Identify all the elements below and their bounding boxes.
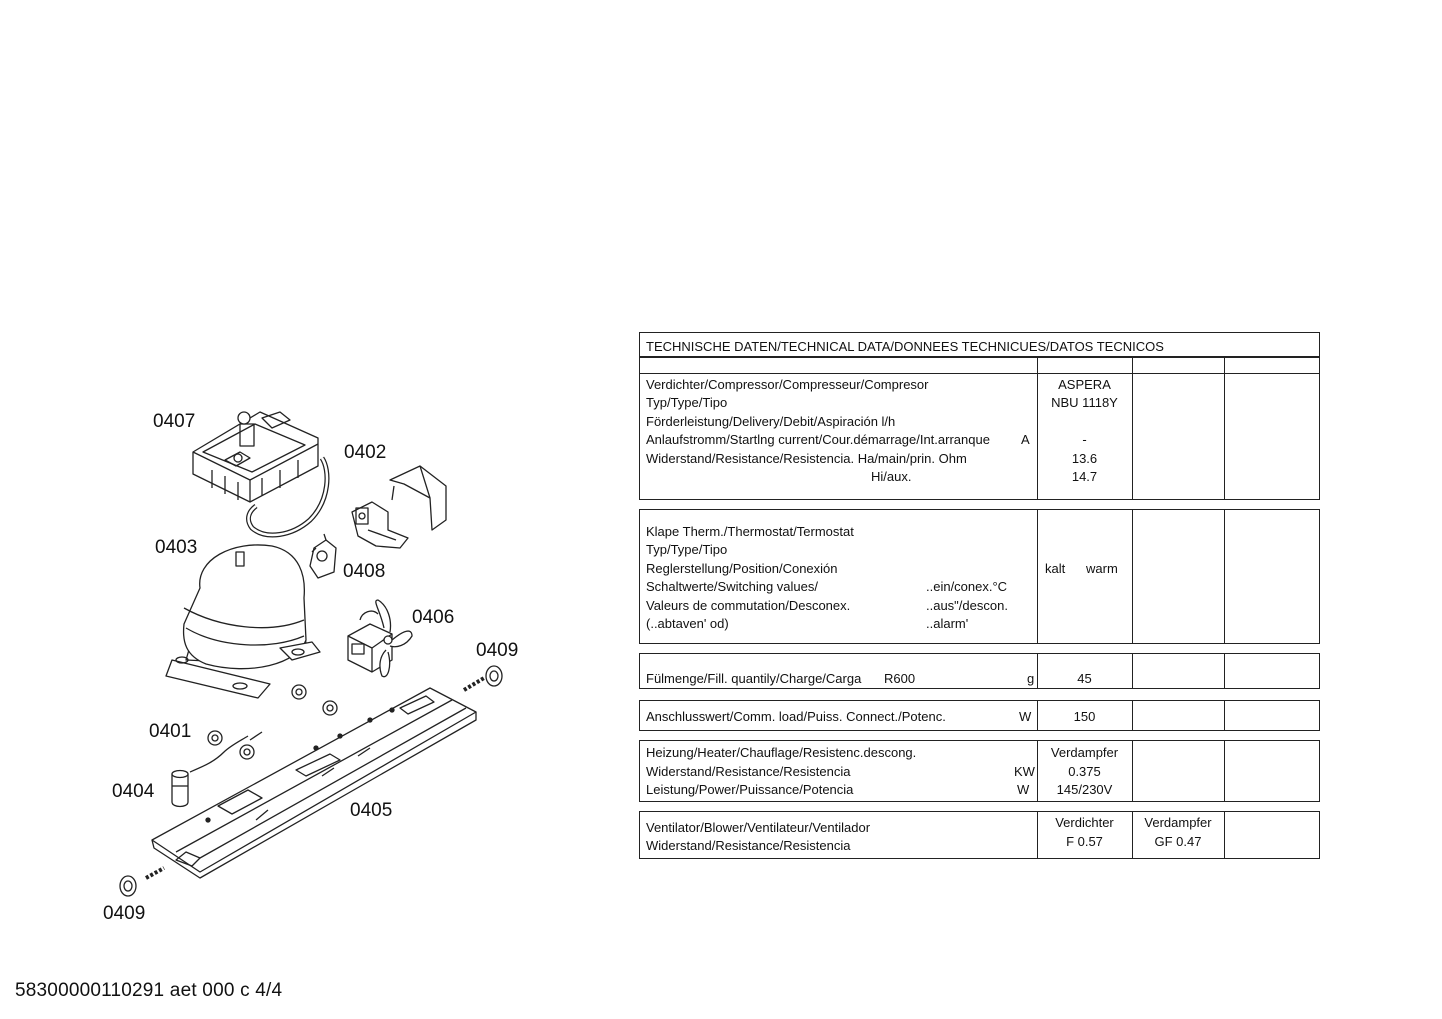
fan-evaporator-header: Verdampfer (1144, 815, 1212, 830)
thermostat-label: Klape Therm./Thermostat/Termostat (646, 524, 854, 539)
heater-label: Heizung/Heater/Chauflage/Resistenc.descong. (646, 745, 917, 760)
label-0403: 0403 (155, 537, 198, 558)
part-0409-roller-top (464, 666, 502, 690)
heater-power-unit: W (1017, 782, 1030, 797)
heater-resistance-unit: KW (1014, 764, 1035, 779)
tech-header-box (639, 332, 1320, 357)
fill-quantity-value: 45 (1077, 671, 1092, 686)
label-0401: 0401 (149, 721, 192, 742)
part-0404-capacitor (172, 771, 188, 807)
connected-load-label: Anschlusswert/Comm. load/Puiss. Connect./Potenc. (646, 709, 946, 724)
compressor-starting-label: Anlaufstromm/Startlng current/Cour.démarrage/Int.arranque (646, 432, 990, 447)
compressor-starting-unit: A (1021, 432, 1030, 447)
heater-resistance-value: 0.375 (1068, 764, 1101, 779)
heater-section (639, 740, 1320, 802)
label-0406: 0406 (412, 607, 455, 628)
compressor-label: Verdichter/Compressor/Compresseur/Compresor (646, 377, 929, 392)
compressor-resistance-label: Widerstand/Resistance/Resistencia. Ha/main/prin. Ohm (646, 451, 967, 466)
document-code: 58300000110291 aet 000 c 4/4 (15, 980, 283, 1001)
compressor-type-value: NBU 1118Y (1051, 395, 1118, 410)
part-0406-fan (348, 600, 412, 677)
thermostat-valeurs-label: Valeurs de commutation/Desconex. (646, 598, 851, 613)
thermostat-type-label: Typ/Type/Tipo (646, 542, 728, 557)
compressor-aux-resistance-value: 14.7 (1071, 469, 1098, 484)
compressor-make-value: ASPERA (1058, 377, 1111, 392)
fill-quantity-label: Fülmenge/Fill. quantily/Charge/Carga (646, 671, 862, 686)
compressor-aux-label: Hi/aux. (871, 469, 912, 484)
thermostat-switching-on: ..ein/conex.°C (926, 579, 1008, 594)
fan-compressor-header: Verdichter (1055, 815, 1114, 830)
fan-evaporator-value: GF 0.47 (1154, 834, 1202, 849)
label-0407: 0407 (153, 411, 196, 432)
thermostat-switching-label: Schaltwerte/Switching values/ (646, 579, 818, 594)
thermostat-warm-value: warm (1086, 561, 1118, 576)
fill-quantity-section (639, 653, 1320, 689)
thermostat-section (639, 509, 1320, 644)
label-0404: 0404 (112, 781, 155, 802)
connected-load-unit: W (1019, 709, 1032, 724)
thermostat-defrost-label: (..abtaven' od) (646, 616, 729, 631)
part-0405-rail (152, 688, 476, 878)
part-0409-roller-bottom (120, 868, 164, 896)
thermostat-alarm-label: ..alarm' (926, 616, 969, 631)
compressor-section (639, 373, 1320, 500)
heater-power-value: 145/230V (1056, 782, 1113, 797)
part-relay (352, 502, 408, 548)
thermostat-position-label: Reglerstellung/Position/Conexión (646, 561, 838, 576)
thermostat-switching-off: ..aus"/descon. (926, 598, 1008, 613)
fan-compressor-value: F 0.57 (1066, 834, 1103, 849)
tech-header-title: TECHNISCHE DATEN/TECHNICAL DATA/DONNEES TECHNICUES/DATOS TECNICOS (646, 339, 1164, 354)
part-0408-protector (310, 534, 336, 578)
connected-load-section (639, 700, 1320, 731)
label-0408: 0408 (343, 561, 386, 582)
compressor-starting-value: - (1082, 432, 1087, 447)
fill-refrigerant: R600 (884, 671, 916, 686)
fill-quantity-unit: g (1027, 671, 1035, 686)
label-0405: 0405 (350, 800, 393, 821)
part-0407-cover (193, 412, 318, 502)
label-0409-top: 0409 (476, 640, 519, 661)
fan-section (639, 811, 1320, 859)
fan-resistance-label: Widerstand/Resistance/Resistencia (646, 838, 851, 853)
label-0402: 0402 (344, 442, 387, 463)
heater-resistance-label: Widerstand/Resistance/Resistencia (646, 764, 851, 779)
compressor-delivery-label: Förderleistung/Delivery/Debit/Aspiración l/h (646, 414, 896, 429)
heater-power-label: Leistung/Power/Puissance/Potencia (646, 782, 854, 797)
exploded-parts-drawing (0, 0, 600, 960)
fan-label: Ventilator/Blower/Ventilateur/Ventilador (646, 820, 871, 835)
connected-load-value: 150 (1073, 709, 1096, 724)
heater-location-value: Verdampfer (1050, 745, 1119, 760)
compressor-main-resistance-value: 13.6 (1071, 451, 1098, 466)
part-0402-clip (390, 466, 446, 530)
compressor-type-label: Typ/Type/Tipo (646, 395, 728, 410)
part-0403-compressor (166, 545, 320, 698)
label-0409-bottom: 0409 (103, 903, 146, 924)
thermostat-kalt-value: kalt (1045, 561, 1066, 576)
